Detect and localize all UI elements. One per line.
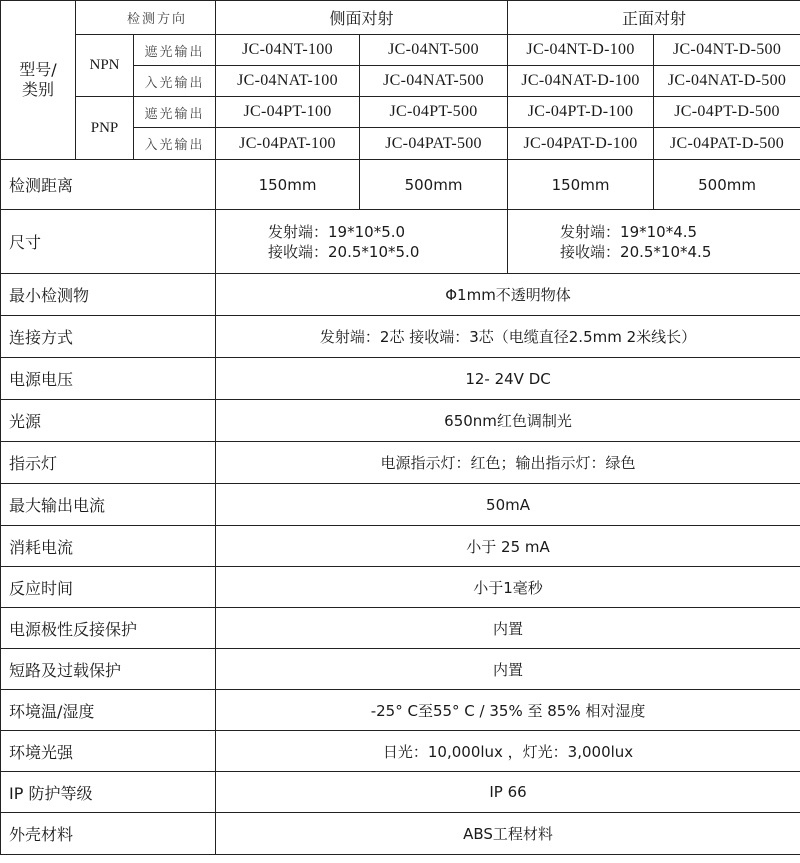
spec-value: 发射端：2芯 接收端：3芯（电缆直径2.5mm 2米线长） bbox=[216, 316, 800, 358]
model-cell: JC-04PT-D-500 bbox=[654, 97, 800, 128]
output-type-label: 入光输出 bbox=[134, 66, 216, 97]
model-cell: JC-04NT-100 bbox=[216, 35, 360, 66]
model-row bbox=[1, 35, 800, 66]
header-row bbox=[1, 1, 800, 35]
size-front-cell bbox=[508, 210, 800, 274]
spec-label: 消耗电流 bbox=[1, 526, 216, 567]
spec-row bbox=[1, 690, 800, 731]
front-emitter-size: 发射端：19*10*4.5 bbox=[560, 222, 698, 241]
side-opposed-label: 侧面对射 bbox=[216, 1, 508, 35]
direction-label: 检测方向 bbox=[76, 1, 216, 35]
spec-label: 最小检测物 bbox=[1, 274, 216, 316]
spec-value: 日光：10,000lux ，灯光：3,000lux bbox=[216, 731, 800, 772]
size-row bbox=[1, 210, 800, 274]
spec-row bbox=[1, 400, 800, 442]
model-cell: JC-04NAT-500 bbox=[360, 66, 508, 97]
front-receiver-size: 接收端：20.5*10*4.5 bbox=[560, 242, 712, 261]
type-category-label: 型号/ 类别 bbox=[1, 1, 76, 160]
side-receiver-size: 接收端：20.5*10*5.0 bbox=[268, 242, 420, 261]
spec-label: 环境光强 bbox=[1, 731, 216, 772]
spec-value: 50mA bbox=[216, 484, 800, 526]
model-cell: JC-04NAT-100 bbox=[216, 66, 360, 97]
size-label: 尺寸 bbox=[1, 210, 216, 274]
spec-label: 电源电压 bbox=[1, 358, 216, 400]
spec-row bbox=[1, 484, 800, 526]
spec-row bbox=[1, 526, 800, 567]
spec-value: 12- 24V DC bbox=[216, 358, 800, 400]
spec-value: IP 66 bbox=[216, 772, 800, 813]
spec-label: 反应时间 bbox=[1, 567, 216, 608]
model-cell: JC-04PT-D-100 bbox=[508, 97, 654, 128]
spec-row bbox=[1, 567, 800, 608]
spec-label: 光源 bbox=[1, 400, 216, 442]
spec-value: 小于 25 mA bbox=[216, 526, 800, 567]
spec-label: 电源极性反接保护 bbox=[1, 608, 216, 649]
size-side-cell bbox=[216, 210, 508, 274]
model-cell: JC-04PT-100 bbox=[216, 97, 360, 128]
output-type-label: 遮光输出 bbox=[134, 35, 216, 66]
output-type-label: 遮光输出 bbox=[134, 97, 216, 128]
distance-value: 150mm bbox=[216, 160, 360, 210]
spec-row bbox=[1, 442, 800, 484]
spec-row bbox=[1, 608, 800, 649]
spec-label: 外壳材料 bbox=[1, 813, 216, 855]
output-type-label: 入光输出 bbox=[134, 128, 216, 160]
model-cell: JC-04PAT-500 bbox=[360, 128, 508, 160]
model-cell: JC-04NT-500 bbox=[360, 35, 508, 66]
spec-label: 最大输出电流 bbox=[1, 484, 216, 526]
distance-value: 500mm bbox=[654, 160, 800, 210]
npn-label: NPN bbox=[76, 35, 134, 97]
model-cell: JC-04PAT-100 bbox=[216, 128, 360, 160]
spec-row bbox=[1, 274, 800, 316]
spec-value: 内置 bbox=[216, 649, 800, 690]
distance-value: 150mm bbox=[508, 160, 654, 210]
spec-value: 650nm红色调制光 bbox=[216, 400, 800, 442]
model-row bbox=[1, 97, 800, 128]
spec-label: 环境温/湿度 bbox=[1, 690, 216, 731]
spec-row bbox=[1, 731, 800, 772]
spec-row bbox=[1, 772, 800, 813]
spec-value: -25° C至55° C / 35% 至 85% 相对湿度 bbox=[216, 690, 800, 731]
model-cell: JC-04PAT-D-500 bbox=[654, 128, 800, 160]
spec-value: Φ1mm不透明物体 bbox=[216, 274, 800, 316]
spec-row bbox=[1, 316, 800, 358]
spec-row bbox=[1, 649, 800, 690]
model-cell: JC-04PAT-D-100 bbox=[508, 128, 654, 160]
model-cell: JC-04NAT-D-100 bbox=[508, 66, 654, 97]
spec-label: 连接方式 bbox=[1, 316, 216, 358]
model-cell: JC-04PT-500 bbox=[360, 97, 508, 128]
spec-row bbox=[1, 813, 800, 855]
model-cell: JC-04NT-D-100 bbox=[508, 35, 654, 66]
spec-label: 指示灯 bbox=[1, 442, 216, 484]
spec-value: 电源指示灯：红色；输出指示灯：绿色 bbox=[216, 442, 800, 484]
model-cell: JC-04NAT-D-500 bbox=[654, 66, 800, 97]
distance-label: 检测距离 bbox=[1, 160, 216, 210]
distance-value: 500mm bbox=[360, 160, 508, 210]
spec-value: 内置 bbox=[216, 608, 800, 649]
pnp-label: PNP bbox=[76, 97, 134, 160]
front-opposed-label: 正面对射 bbox=[508, 1, 800, 35]
spec-value: ABS工程材料 bbox=[216, 813, 800, 855]
side-emitter-size: 发射端：19*10*5.0 bbox=[268, 222, 406, 241]
spec-value: 小于1毫秒 bbox=[216, 567, 800, 608]
spec-row bbox=[1, 358, 800, 400]
distance-row bbox=[1, 160, 800, 210]
spec-label: 短路及过载保护 bbox=[1, 649, 216, 690]
spec-label: IP 防护等级 bbox=[1, 772, 216, 813]
model-cell: JC-04NT-D-500 bbox=[654, 35, 800, 66]
